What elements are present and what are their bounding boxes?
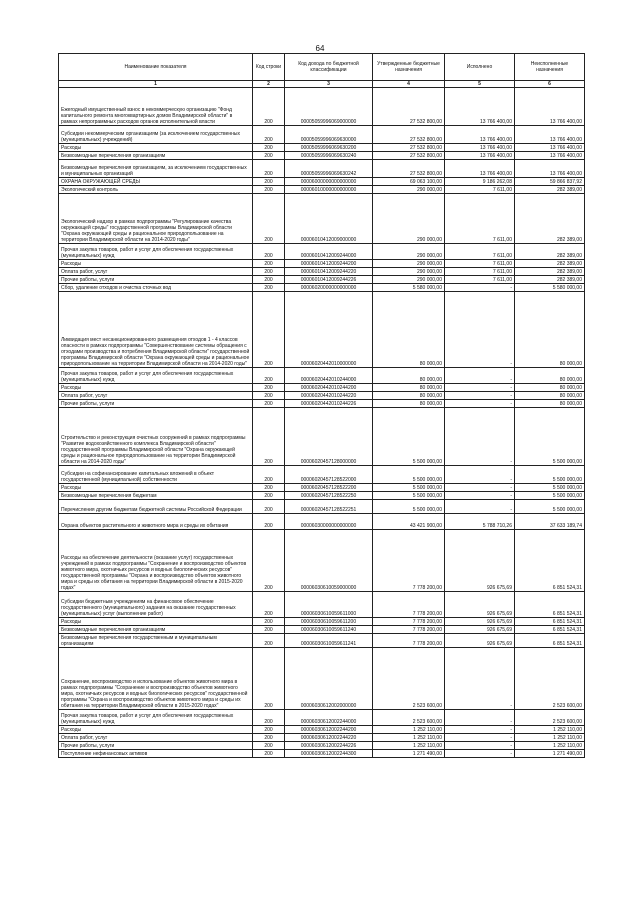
row-approved: 5 500 000,00 xyxy=(373,408,445,466)
row-name: Оплата работ, услуг xyxy=(59,734,253,742)
row-budget-code: 00006020442010244226 xyxy=(285,400,373,408)
row-name: Экологический контроль xyxy=(59,186,253,194)
row-executed: - xyxy=(445,492,515,500)
row-unexecuted: 282 389,00 xyxy=(515,194,585,244)
row-name: Расходы xyxy=(59,618,253,626)
row-approved: 5 500 000,00 xyxy=(373,466,445,484)
row-line-code: 200 xyxy=(253,88,285,126)
table-row xyxy=(59,384,585,392)
table-body xyxy=(59,88,585,758)
row-name: Перечисления другим бюджетам бюджетной системы Российской Федерации xyxy=(59,500,253,514)
row-approved: 7 778 200,00 xyxy=(373,592,445,618)
table-row xyxy=(59,260,585,268)
row-executed: 926 675,69 xyxy=(445,530,515,592)
row-budget-code: 00006020457128522251 xyxy=(285,500,373,514)
row-unexecuted: 1 252 110,00 xyxy=(515,726,585,734)
row-approved: 43 421 900,00 xyxy=(373,514,445,530)
row-budget-code: 00006020457128522250 xyxy=(285,492,373,500)
row-name: Субсидии некоммерческим организациям (за исключением государственных (муниципальных) учреждений) xyxy=(59,126,253,144)
row-approved: 5 500 000,00 xyxy=(373,492,445,500)
table-row xyxy=(59,408,585,466)
row-executed: 7 611,00 xyxy=(445,276,515,284)
row-executed: - xyxy=(445,710,515,726)
row-approved: 1 252 110,00 xyxy=(373,726,445,734)
row-executed: - xyxy=(445,484,515,492)
row-line-code: 200 xyxy=(253,734,285,742)
row-line-code: 200 xyxy=(253,592,285,618)
row-unexecuted: 13 766 400,00 xyxy=(515,144,585,152)
row-executed: 7 611,00 xyxy=(445,244,515,260)
row-executed: - xyxy=(445,368,515,384)
table-row xyxy=(59,284,585,292)
row-budget-code: 00006030610059611240 xyxy=(285,626,373,634)
row-name: Расходы xyxy=(59,144,253,152)
row-budget-code: 00006010412009244220 xyxy=(285,268,373,276)
row-unexecuted: 282 389,00 xyxy=(515,276,585,284)
table-header-row xyxy=(59,54,585,81)
column-number: 4 xyxy=(373,81,445,88)
row-line-code: 200 xyxy=(253,492,285,500)
row-unexecuted: 1 252 110,00 xyxy=(515,742,585,750)
row-approved: 7 778 200,00 xyxy=(373,634,445,648)
row-executed: 9 186 262,08 xyxy=(445,178,515,186)
row-name: Безвозмездные перечисления бюджетам xyxy=(59,492,253,500)
row-executed: - xyxy=(445,648,515,710)
table-row xyxy=(59,178,585,186)
row-name: Прочая закупка товаров, работ и услуг для обеспечения государственных (муниципальных) нужд xyxy=(59,368,253,384)
row-unexecuted: 5 580 000,00 xyxy=(515,284,585,292)
row-name: Оплата работ, услуг xyxy=(59,392,253,400)
row-name: Расходы xyxy=(59,384,253,392)
row-line-code: 200 xyxy=(253,284,285,292)
row-line-code: 200 xyxy=(253,466,285,484)
row-unexecuted: 5 500 000,00 xyxy=(515,484,585,492)
row-executed: 5 788 710,26 xyxy=(445,514,515,530)
row-executed: - xyxy=(445,466,515,484)
table-row xyxy=(59,152,585,160)
header-approved: Утвержденные бюджетные назначения xyxy=(373,54,445,81)
row-name: Прочая закупка товаров, работ и услуг для обеспечения государственных (муниципальных) нужд xyxy=(59,710,253,726)
row-approved: 290 000,00 xyxy=(373,260,445,268)
table-row xyxy=(59,400,585,408)
table-row xyxy=(59,186,585,194)
row-unexecuted: 282 389,00 xyxy=(515,268,585,276)
table-row xyxy=(59,634,585,648)
row-approved: 27 532 800,00 xyxy=(373,88,445,126)
row-executed: 13 766 400,00 xyxy=(445,126,515,144)
row-unexecuted: 5 500 000,00 xyxy=(515,408,585,466)
row-name: Поступление нефинансовых активов xyxy=(59,750,253,758)
row-approved: 80 000,00 xyxy=(373,400,445,408)
row-unexecuted: 6 851 524,31 xyxy=(515,530,585,592)
row-approved: 69 063 100,00 xyxy=(373,178,445,186)
row-line-code: 200 xyxy=(253,178,285,186)
row-budget-code: 00006010412009000000 xyxy=(285,194,373,244)
row-line-code: 200 xyxy=(253,514,285,530)
row-executed: 7 611,00 xyxy=(445,268,515,276)
row-approved: 2 523 600,00 xyxy=(373,710,445,726)
row-unexecuted: 13 766 400,00 xyxy=(515,126,585,144)
row-approved: 80 000,00 xyxy=(373,384,445,392)
row-executed: - xyxy=(445,750,515,758)
table-row xyxy=(59,194,585,244)
row-budget-code: 00006020000000000000 xyxy=(285,284,373,292)
row-budget-code: 00006020442010000000 xyxy=(285,292,373,368)
row-unexecuted: 80 000,00 xyxy=(515,400,585,408)
header-unexecuted: Неисполненные назначения xyxy=(515,54,585,81)
row-unexecuted: 13 766 400,00 xyxy=(515,160,585,178)
row-budget-code: 00006030610059611000 xyxy=(285,592,373,618)
row-approved: 290 000,00 xyxy=(373,268,445,276)
row-approved: 290 000,00 xyxy=(373,186,445,194)
column-number-row xyxy=(59,81,585,88)
column-number: 2 xyxy=(253,81,285,88)
row-executed: 926 675,69 xyxy=(445,592,515,618)
row-budget-code: 00006010412009244000 xyxy=(285,244,373,260)
row-budget-code: 00006030612002244200 xyxy=(285,726,373,734)
row-budget-code: 00006000000000000000 xyxy=(285,178,373,186)
column-number: 3 xyxy=(285,81,373,88)
column-number: 1 xyxy=(59,81,253,88)
table-row xyxy=(59,244,585,260)
row-unexecuted: 13 766 400,00 xyxy=(515,152,585,160)
row-budget-code: 00006030612002244000 xyxy=(285,710,373,726)
row-budget-code: 00006010412009244226 xyxy=(285,276,373,284)
row-name: Расходы xyxy=(59,726,253,734)
row-name: Ежегодный имущественный взнос в некоммерческую организацию "Фонд капитального ремонта многоквартирных домов Владимирской области" в рамках непрограммных расходов органов исполнительной власти xyxy=(59,88,253,126)
row-budget-code: 00006030612002000000 xyxy=(285,648,373,710)
row-executed: - xyxy=(445,408,515,466)
table-row xyxy=(59,626,585,634)
row-name: Субсидии бюджетным учреждениям на финансовое обеспечение государственного (муниципального) задания на оказание государственных (муниципальных) услуг (выполнение работ) xyxy=(59,592,253,618)
row-executed: 926 675,69 xyxy=(445,618,515,626)
page-number: 64 xyxy=(315,44,325,53)
row-approved: 1 252 110,00 xyxy=(373,742,445,750)
row-name: Безвозмездные перечисления государственным и муниципальным организациям xyxy=(59,634,253,648)
row-executed: 7 611,00 xyxy=(445,194,515,244)
row-line-code: 200 xyxy=(253,244,285,260)
table-row xyxy=(59,500,585,514)
row-line-code: 200 xyxy=(253,626,285,634)
row-executed: 13 766 400,00 xyxy=(445,144,515,152)
budget-execution-table xyxy=(58,53,585,758)
row-name: Оплата работ, услуг xyxy=(59,268,253,276)
table-row xyxy=(59,368,585,384)
row-approved: 290 000,00 xyxy=(373,276,445,284)
table-row xyxy=(59,734,585,742)
table-row xyxy=(59,160,585,178)
row-approved: 80 000,00 xyxy=(373,292,445,368)
row-line-code: 200 xyxy=(253,392,285,400)
row-executed: - xyxy=(445,384,515,392)
row-approved: 1 271 490,00 xyxy=(373,750,445,758)
row-budget-code: 00006010000000000000 xyxy=(285,186,373,194)
row-line-code: 200 xyxy=(253,530,285,592)
row-unexecuted: 282 389,00 xyxy=(515,244,585,260)
column-number: 6 xyxy=(515,81,585,88)
row-unexecuted: 37 633 189,74 xyxy=(515,514,585,530)
row-budget-code: 00006020442010244000 xyxy=(285,368,373,384)
row-approved: 7 778 200,00 xyxy=(373,626,445,634)
row-budget-code: 00006020457128000000 xyxy=(285,408,373,466)
row-budget-code: 00006030610059611241 xyxy=(285,634,373,648)
row-executed: - xyxy=(445,734,515,742)
row-unexecuted: 5 500 000,00 xyxy=(515,466,585,484)
row-name: Безвозмездные перечисления организациям xyxy=(59,152,253,160)
header-executed: Исполнено xyxy=(445,54,515,81)
row-executed: - xyxy=(445,726,515,734)
row-budget-code: 00006030610059000000 xyxy=(285,530,373,592)
row-line-code: 200 xyxy=(253,500,285,514)
table-row xyxy=(59,648,585,710)
row-executed: 926 675,69 xyxy=(445,626,515,634)
row-approved: 80 000,00 xyxy=(373,368,445,384)
row-approved: 290 000,00 xyxy=(373,194,445,244)
row-executed: - xyxy=(445,392,515,400)
table-row xyxy=(59,742,585,750)
row-unexecuted: 6 851 524,31 xyxy=(515,634,585,648)
row-unexecuted: 13 766 400,00 xyxy=(515,88,585,126)
table-row xyxy=(59,276,585,284)
row-executed: 7 611,00 xyxy=(445,186,515,194)
row-approved: 7 778 200,00 xyxy=(373,530,445,592)
table-row xyxy=(59,750,585,758)
row-executed: 13 766 400,00 xyxy=(445,88,515,126)
row-approved: 27 532 800,00 xyxy=(373,144,445,152)
row-line-code: 200 xyxy=(253,634,285,648)
row-line-code: 200 xyxy=(253,194,285,244)
table-row xyxy=(59,492,585,500)
row-executed: 13 766 400,00 xyxy=(445,160,515,178)
row-unexecuted: 282 389,00 xyxy=(515,260,585,268)
row-line-code: 200 xyxy=(253,742,285,750)
row-name: Сохранение, воспроизводство и использование объектов животного мира в рамках подпрограммы "Сохранение и воспроизводство объектов животного мира, охотничьих ресурсов и водных биологических ресурсов" государственной программы "Охрана и воспроизводство объектов животного мира и среды их обитания на территории Владимирской области в 2015-2020 годах" xyxy=(59,648,253,710)
row-approved: 80 000,00 xyxy=(373,392,445,400)
table-row xyxy=(59,530,585,592)
row-executed: - xyxy=(445,292,515,368)
table-row xyxy=(59,466,585,484)
table-row xyxy=(59,514,585,530)
column-number: 5 xyxy=(445,81,515,88)
row-name: Прочие работы, услуги xyxy=(59,400,253,408)
row-approved: 5 580 000,00 xyxy=(373,284,445,292)
table-row xyxy=(59,618,585,626)
row-line-code: 200 xyxy=(253,400,285,408)
row-line-code: 200 xyxy=(253,368,285,384)
row-executed: 13 766 400,00 xyxy=(445,152,515,160)
row-executed: - xyxy=(445,284,515,292)
row-line-code: 200 xyxy=(253,618,285,626)
row-name: Расходы xyxy=(59,484,253,492)
row-line-code: 200 xyxy=(253,268,285,276)
row-budget-code: 00006030612002244300 xyxy=(285,750,373,758)
row-budget-code: 00006030610059611200 xyxy=(285,618,373,626)
row-executed: - xyxy=(445,742,515,750)
row-line-code: 200 xyxy=(253,384,285,392)
row-unexecuted: 59 866 837,92 xyxy=(515,178,585,186)
row-executed: - xyxy=(445,400,515,408)
row-executed: 7 611,00 xyxy=(445,260,515,268)
table-row xyxy=(59,592,585,618)
table-row xyxy=(59,144,585,152)
row-budget-code: 00005059996069000000 xyxy=(285,88,373,126)
row-budget-code: 00006030612002244220 xyxy=(285,734,373,742)
row-name: Прочие работы, услуги xyxy=(59,742,253,750)
row-budget-code: 00006020442010244200 xyxy=(285,384,373,392)
row-line-code: 200 xyxy=(253,260,285,268)
table-row xyxy=(59,726,585,734)
row-unexecuted: 1 252 110,00 xyxy=(515,734,585,742)
row-approved: 27 532 800,00 xyxy=(373,152,445,160)
row-line-code: 200 xyxy=(253,408,285,466)
row-name: Охрана объектов растительного и животного мира и среды их обитания xyxy=(59,514,253,530)
row-name: Субсидии на софинансирование капитальных вложений в объект государственной (муниципальной) собственности xyxy=(59,466,253,484)
row-unexecuted: 282 389,00 xyxy=(515,186,585,194)
row-approved: 27 532 800,00 xyxy=(373,126,445,144)
row-budget-code: 00006030000000000000 xyxy=(285,514,373,530)
row-budget-code: 00006030612002244226 xyxy=(285,742,373,750)
header-indicator-name: Наименование показателя xyxy=(59,54,253,81)
row-unexecuted: 5 500 000,00 xyxy=(515,500,585,514)
header-line-code: Код строки xyxy=(253,54,285,81)
row-unexecuted: 80 000,00 xyxy=(515,368,585,384)
row-executed: 926 675,69 xyxy=(445,634,515,648)
row-name: Экологический надзор в рамках подпрограммы "Регулирование качества окружающей среды" государственной программы Владимирской области "Охрана окружающей среды и рациональное природопользование на территории Владимирской области на 2014-2020 годы" xyxy=(59,194,253,244)
header-budget-code: Код дохода по бюджетной классификации xyxy=(285,54,373,81)
table-row xyxy=(59,126,585,144)
row-approved: 2 523 600,00 xyxy=(373,648,445,710)
row-line-code: 200 xyxy=(253,292,285,368)
row-approved: 5 500 000,00 xyxy=(373,484,445,492)
table-row xyxy=(59,710,585,726)
row-budget-code: 00006010412009244200 xyxy=(285,260,373,268)
row-unexecuted: 2 523 600,00 xyxy=(515,648,585,710)
row-unexecuted: 6 851 524,31 xyxy=(515,618,585,626)
row-approved: 5 500 000,00 xyxy=(373,500,445,514)
row-unexecuted: 5 500 000,00 xyxy=(515,492,585,500)
row-name: Прочие работы, услуги xyxy=(59,276,253,284)
row-name: Строительство и реконструкция очистных сооружений в рамках подпрограммы "Развитие водохозяйственного комплекса Владимирской области" государственной программы Владимирской области "Охрана окружающей среды и рациональное природопользование на территории Владимирской области на 2014-2020 годы" xyxy=(59,408,253,466)
row-name: Расходы xyxy=(59,260,253,268)
row-approved: 1 252 110,00 xyxy=(373,734,445,742)
row-line-code: 200 xyxy=(253,126,285,144)
row-name: Прочая закупка товаров, работ и услуг для обеспечения государственных (муниципальных) нужд xyxy=(59,244,253,260)
row-budget-code: 00005059996069630242 xyxy=(285,160,373,178)
row-line-code: 200 xyxy=(253,276,285,284)
row-name: Безвозмездные перечисления организациям, за исключением государственных и муниципальных организаций xyxy=(59,160,253,178)
row-name: ОХРАНА ОКРУЖАЮЩЕЙ СРЕДЫ xyxy=(59,178,253,186)
row-approved: 27 532 800,00 xyxy=(373,160,445,178)
row-name: Сбор, удаление отходов и очистка сточных вод xyxy=(59,284,253,292)
row-name: Безвозмездные перечисления организациям xyxy=(59,626,253,634)
row-executed: - xyxy=(445,500,515,514)
row-unexecuted: 80 000,00 xyxy=(515,292,585,368)
row-line-code: 200 xyxy=(253,648,285,710)
row-line-code: 200 xyxy=(253,484,285,492)
row-name: Ликвидация мест несанкционированного размещения отходов 1 - 4 классов опасности в рамках подпрограммы "Совершенствование системы обращения с отходами производства и потребления Владимирской области" государственной программы Владимирской области "Охрана окружающей среды и рациональное природопользование на территории Владимирской области на 2014-2020 годы" xyxy=(59,292,253,368)
table-row xyxy=(59,484,585,492)
row-line-code: 200 xyxy=(253,750,285,758)
row-line-code: 200 xyxy=(253,726,285,734)
row-unexecuted: 6 851 524,31 xyxy=(515,626,585,634)
table-row xyxy=(59,392,585,400)
row-budget-code: 00006020442010244220 xyxy=(285,392,373,400)
row-line-code: 200 xyxy=(253,186,285,194)
table-row xyxy=(59,268,585,276)
row-budget-code: 00006020457128522000 xyxy=(285,466,373,484)
row-line-code: 200 xyxy=(253,152,285,160)
row-line-code: 200 xyxy=(253,144,285,152)
row-unexecuted: 1 271 490,00 xyxy=(515,750,585,758)
row-budget-code: 00005059996069630200 xyxy=(285,144,373,152)
row-approved: 7 778 200,00 xyxy=(373,618,445,626)
row-approved: 290 000,00 xyxy=(373,244,445,260)
row-budget-code: 00005059996069630240 xyxy=(285,152,373,160)
row-unexecuted: 80 000,00 xyxy=(515,384,585,392)
row-unexecuted: 6 851 524,31 xyxy=(515,592,585,618)
row-unexecuted: 80 000,00 xyxy=(515,392,585,400)
row-budget-code: 00006020457128522200 xyxy=(285,484,373,492)
table-row xyxy=(59,292,585,368)
table-row xyxy=(59,88,585,126)
row-line-code: 200 xyxy=(253,160,285,178)
row-name: Расходы на обеспечение деятельности (оказание услуг) государственных учреждений в рамках подпрограммы "Сохранение и воспроизводство объектов животного мира, охотничьих ресурсов и водных биологических ресурсов" государственной программы "Охрана и воспроизводство объектов животного мира и среды их обитания на территории Владимирской области в 2015-2020 годах" xyxy=(59,530,253,592)
row-line-code: 200 xyxy=(253,710,285,726)
row-budget-code: 00005059996069630000 xyxy=(285,126,373,144)
row-unexecuted: 2 523 600,00 xyxy=(515,710,585,726)
